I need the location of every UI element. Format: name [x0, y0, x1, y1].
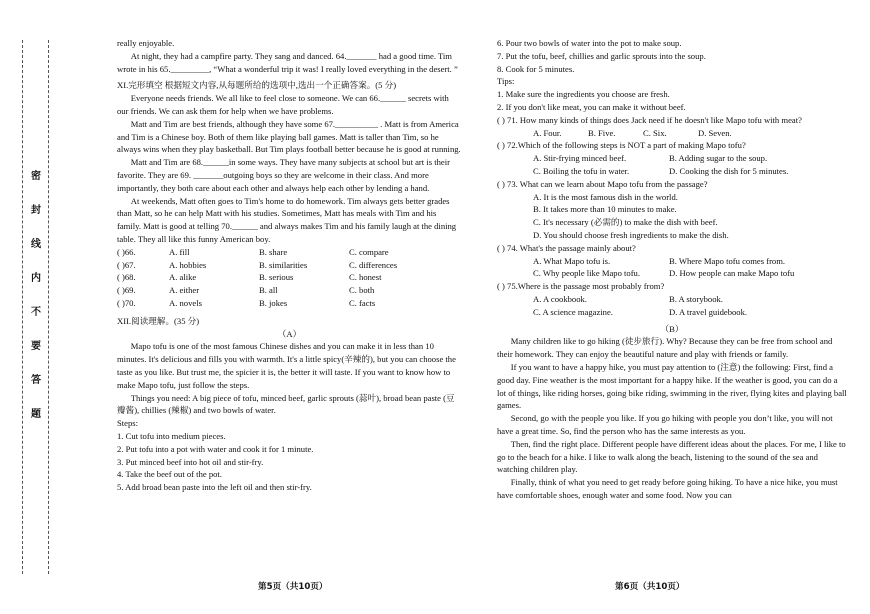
- question-number: ( )68.: [117, 272, 136, 283]
- binding-line-inner: [48, 40, 49, 574]
- option-c: C. both: [349, 285, 375, 296]
- option-b: B. all: [259, 285, 278, 296]
- option-c: C. facts: [349, 297, 376, 308]
- cloze-option-row: [117, 284, 462, 297]
- question-number: ( )67.: [117, 259, 136, 270]
- step-item: 5. Add broad bean paste into the left oil and then stir-fry.: [117, 482, 312, 493]
- story-end-paragraph: At night, they had a campfire party. They sang and danced. 64._______ had a good time. Tim wrote in his 65._________, “What a wonderful trip it was! I really loved everything in the desert. ”: [117, 50, 458, 74]
- passage-b-paragraph: Many children like to go hiking (徒步旅行). Why? Because they can be free from school and their homework. They can enjoy the beautiful nature and play with friends or family.: [497, 336, 833, 360]
- question-72: ( ) 72.Which of the following steps is NOT a part of making Mapo tofu?: [497, 140, 746, 151]
- tip-item: 2. If you don't like meat, you can make it without beef.: [497, 101, 686, 112]
- cloze-title: XI.完形填空 根据短文内容,从每题所给的选项中,选出一个正确答案。(5 分): [117, 80, 397, 91]
- option-d: D. A travel guidebook.: [669, 306, 748, 317]
- cloze-option-row: [117, 246, 462, 259]
- step-item: 7. Put the tofu, beef, chillies and garlic sprouts into the soup.: [497, 50, 706, 61]
- step-item: 3. Put minced beef into hot oil and stir-fry.: [117, 456, 264, 467]
- option-a: A. novels: [169, 297, 202, 308]
- option-c: C. honest: [349, 272, 382, 283]
- seal-char: 线: [31, 239, 41, 250]
- option-a: A. alike: [169, 272, 197, 283]
- left-column: [117, 37, 462, 494]
- cloze-paragraph: Everyone needs friends. We all like to feel close to someone. We can 66.______ secrets with our friends. We can ask them for help when we have problems.: [117, 93, 449, 116]
- seal-char: 答: [31, 375, 41, 386]
- passage-a-paragraph: Things you need: A big piece of tofu, minced beef, garlic sprouts (蒜叶), broad bean paste (豆瓣酱), chillies (辣椒) and two bowls of water.: [117, 392, 455, 416]
- option-b: B. A storybook.: [669, 293, 723, 304]
- option-a: A. hobbies: [169, 259, 207, 270]
- tip-item: 1. Make sure the ingredients you choose are fresh.: [497, 89, 670, 100]
- step-item: 1. Cut tofu into medium pieces.: [117, 430, 226, 441]
- answer-row: [497, 152, 847, 165]
- option-c: C. Why people like Mapo tofu.: [533, 268, 641, 279]
- option-c: C. compare: [349, 246, 389, 257]
- passage-b-paragraph: Finally, think of what you need to get ready before going hiking. To have a nice hike, you must have comfortable shoes, enough water and some food. Now you can: [497, 477, 838, 500]
- passage-a-paragraph: Mapo tofu is one of the most famous Chinese dishes and you can make it in less than 10 minutes. It's delicious and fills you with warmth. It's a little spicy(辛辣的), but you can choose the taste as you like. But trust me, the spicier it is, the better it will taste. If you want to know how to make Mapo tofu, just follow the steps.: [117, 341, 456, 390]
- option-b: B. serious: [259, 272, 294, 283]
- seal-char: 不: [31, 307, 41, 318]
- option-c: C. A science magazine.: [533, 306, 613, 317]
- option-c: C. differences: [349, 259, 398, 270]
- question-number: ( )70.: [117, 297, 136, 308]
- option-b: B. Five.: [588, 127, 616, 138]
- binding-line-outer: [22, 40, 23, 574]
- option-a: A. Stir-frying minced beef.: [533, 153, 627, 164]
- reading-title: XII.阅读理解。(35 分): [117, 315, 200, 326]
- tips-label: Tips:: [497, 76, 515, 87]
- cloze-paragraph: Matt and Tim are 68.______in some ways. They have many subjects at school but art is their favorite. They are 69. _______outgoing boys so they are welcome in their class. And more importantly, they both care about each other and always help each other by lending a hand.: [117, 157, 450, 193]
- option-b: B. Adding sugar to the soup.: [669, 153, 768, 164]
- seal-char: 内: [31, 273, 41, 284]
- cloze-paragraph: At weekends, Matt often goes to Tim's home to do homework. Tim always gets better grades than Matt, so he can help Matt with his studies. Sometimes, Matt has meals with Tim and his family. Matt is good at telling 70.______ and always makes Tim and his family laugh at the dining table. They all like this funny American boy.: [117, 195, 457, 244]
- passage-b-label: （B）: [660, 323, 684, 334]
- step-item: 8. Cook for 5 minutes.: [497, 63, 575, 74]
- page-number-left: 第5页（共10页）: [258, 582, 328, 592]
- seal-notice: [27, 168, 45, 440]
- option-a: A. What Mapo tofu is.: [533, 255, 611, 266]
- question-75: ( ) 75.Where is the passage most probably from?: [497, 281, 665, 292]
- passage-b-paragraph: If you want to have a happy hike, you must pay attention to (注意) the following: First, find a good day. Fine weather is the most important for a happy hike. If the weather is good, you can do a lot of things, like riding horses, going bike riding, swimming in the river, flying kites and playing ball games.: [497, 361, 847, 411]
- seal-char: 封: [31, 205, 41, 216]
- answer-row: [497, 127, 847, 140]
- passage-b-paragraph: Second, go with the people you like. If you go hiking with people you don’t like, you will not have a great time. So, find the person who has the same interests as you.: [497, 413, 833, 436]
- question-74: ( ) 74. What's the passage mainly about?: [497, 242, 636, 253]
- seal-char: 要: [31, 341, 41, 352]
- option-c: C. Six.: [643, 127, 667, 138]
- passage-a-label: （A）: [277, 328, 302, 339]
- steps-label: Steps:: [117, 418, 139, 429]
- answer-row: [497, 267, 847, 280]
- seal-char: 题: [31, 409, 41, 420]
- option-a: A. It is the most famous dish in the world.: [533, 191, 678, 202]
- option-d: D. How people can make Mapo tofu: [669, 268, 795, 279]
- binding-margin: [0, 0, 60, 614]
- cloze-option-row: [117, 297, 462, 310]
- question-number: ( )69.: [117, 285, 136, 296]
- page-number-right: 第6页（共10页）: [615, 582, 685, 592]
- option-b: B. similarities: [259, 259, 308, 270]
- option-b: B. Where Mapo tofu comes from.: [669, 255, 786, 266]
- option-a: A. Four.: [533, 127, 562, 138]
- story-end-line: really enjoyable.: [117, 38, 175, 48]
- step-item: 4. Take the beef out of the pot.: [117, 469, 222, 480]
- option-a: A. A cookbook.: [533, 293, 587, 304]
- option-a: A. either: [169, 285, 200, 296]
- option-d: D. You should choose fresh ingredients to make the dish.: [533, 229, 729, 240]
- cloze-option-row: [117, 271, 462, 284]
- step-item: 2. Put tofu into a pot with water and cook it for 1 minute.: [117, 443, 314, 454]
- question-73: ( ) 73. What can we learn about Mapo tofu from the passage?: [497, 178, 708, 189]
- step-item: 6. Pour two bowls of water into the pot to make soup.: [497, 38, 682, 48]
- option-c: C. It's necessary (必需的) to make the dish with beef.: [533, 217, 718, 228]
- option-b: B. share: [259, 246, 288, 257]
- option-a: A. fill: [169, 246, 190, 257]
- option-d: D. Seven.: [698, 127, 732, 138]
- option-b: B. jokes: [259, 297, 288, 308]
- option-b: B. It takes more than 10 minutes to make.: [533, 204, 677, 215]
- option-c: C. Boiling the tofu in water.: [533, 165, 630, 176]
- answer-row: [497, 255, 847, 268]
- question-number: ( )66.: [117, 246, 136, 257]
- answer-row: [497, 293, 847, 306]
- passage-b-paragraph: Then, find the right place. Different people have different ideas about the places. For me, I like to go to the beach for a hike. I like to walk along the beach, listening to the sound of the sea and watching children play.: [497, 438, 846, 475]
- answer-row: [497, 165, 847, 178]
- question-71: ( ) 71. How many kinds of things does Jack need if he doesn't like Mapo tofu with meat?: [497, 114, 802, 125]
- right-column: [497, 37, 847, 502]
- seal-char: 密: [31, 171, 41, 182]
- cloze-option-row: [117, 259, 462, 272]
- option-d: D. Cooking the dish for 5 minutes.: [669, 165, 789, 176]
- cloze-paragraph: Matt and Tim are best friends, although they have some 67.__________ . Matt is from America and Tim is a Chinese boy. Both of them like playing ball games. Matt is taller than Tim, so he always wins when they play basketball. But Tim plays football better because he is good at running.: [117, 118, 461, 155]
- answer-row: [497, 306, 847, 319]
